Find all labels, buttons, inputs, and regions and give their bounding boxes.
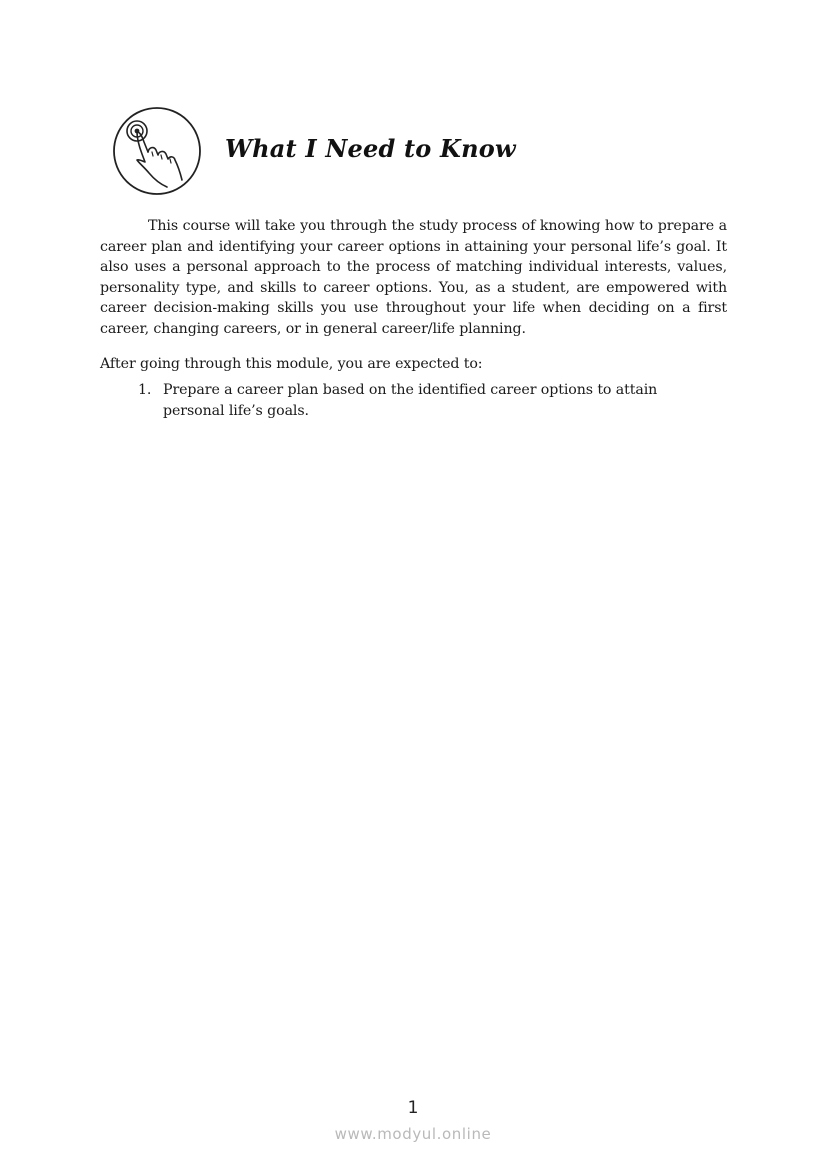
section-title: What I Need to Know	[225, 134, 516, 163]
objective-number: 1.	[138, 382, 152, 399]
objective-text: Prepare a career plan based on the identified career options to attain personal life’s goals.	[163, 382, 658, 420]
section-header	[112, 106, 732, 198]
expectation-lead: After going through this module, you are expected to:	[100, 355, 483, 372]
intro-paragraph: This course will take you through the study process of knowing how to prepare a career plan and identifying your career options in attaining your personal life’s goal. It also uses a personal approach to the process of matching individual interests, values, personality type, and skills to career options. You, as a student, are empowered with career decision-making skills you use throughout your life when deciding on a first career, changing careers, or in general career/life planning.	[100, 218, 727, 337]
page-number: 1	[407, 1098, 419, 1118]
objective-item	[138, 380, 663, 422]
hand-pressing-button-icon	[112, 106, 202, 196]
module-body	[100, 216, 727, 422]
watermark: www.modyul.online	[334, 1125, 492, 1143]
objectives-list	[100, 380, 727, 422]
